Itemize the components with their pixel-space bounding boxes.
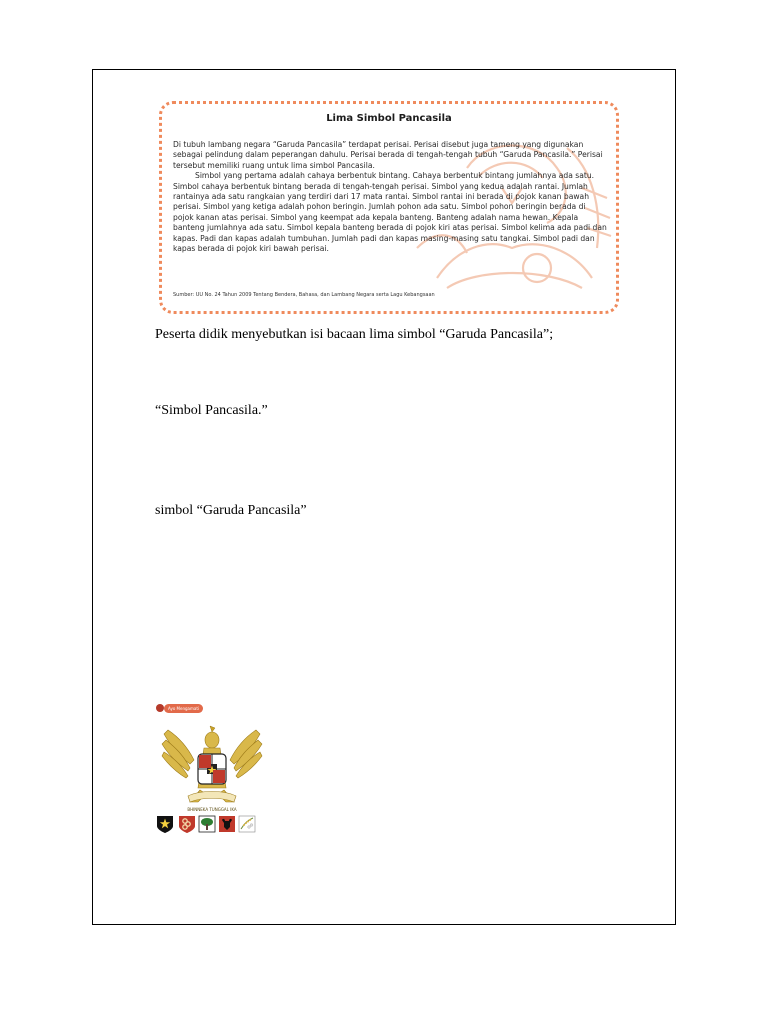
reading-paragraph-2: Simbol yang pertama adalah cahaya berbentuk bintang. Cahaya berbentuk bintang jumlahnya ada satu. Simbol cahaya berbentuk bintang berada di tengah-tengah perisai. Simbol yang kedua adalah rantai. Jumlah rantainya ada satu rangkaian yang terdiri dari 17 mata rantai. Simbol rantai ini berada di pojok kanan bawah perisai. Simbol yang ketiga adalah pohon beringin. Jumlah pohon ada satu. Simbol pohon beringin berada di pojok kanan atas perisai. Simbol yang keempat ada kepala banteng. Banteng adalah nama hewan. Kepala banteng jumlahnya ada satu. Simbol kepala banteng berada di pojok kiri atas perisai. Simbol kelima ada padi dan kapas. Padi dan kapas adalah tumbuhan. Jumlah padi dan kapas masing-masing satu tangkai. Simbol padi dan kapas berada di pojok kiri bawah perisai. [173,171,607,254]
star-symbol-icon [156,814,174,834]
reading-body [173,140,607,254]
garuda-pancasila-figure [156,700,274,838]
chain-symbol-icon [178,814,196,834]
reading-title: Lima Simbol Pancasila [326,113,452,124]
banyan-tree-symbol-icon [198,814,216,834]
bull-head-symbol-icon [218,814,236,834]
instruction-line-2: “Simbol Pancasila.” [155,403,268,418]
reading-paragraph-1: Di tubuh lambang negara “Garuda Pancasila” terdapat perisai. Perisai disebut juga tameng yang digunakan sebagai pelindung dalam peperangan dahulu. Perisai berada di tengah-tengah tubuh “Garuda Pancasila.” Perisai tersebut memiliki ruang untuk lima simbol Pancasila. [173,140,603,170]
emblem-ribbon-text: BHINNEKA TUNGGAL IKA [187,807,237,812]
reading-box [159,101,619,314]
instruction-line-1: Peserta didik menyebutkan isi bacaan lima simbol “Garuda Pancasila”; [155,327,554,342]
reading-source: Sumber: UU No. 24 Tahun 2009 Tentang Bendera, Bahasa, dan Lambang Negara serta Lagu Kebangsaan [173,292,435,298]
badge-dot-icon [156,704,164,712]
pancasila-symbols-row [156,814,274,836]
ayo-mengamati-badge: Ayo Mengamati [164,704,203,713]
garuda-pancasila-emblem [160,718,264,818]
rice-cotton-symbol-icon [238,814,256,834]
instruction-line-3: simbol “Garuda Pancasila” [155,503,307,518]
